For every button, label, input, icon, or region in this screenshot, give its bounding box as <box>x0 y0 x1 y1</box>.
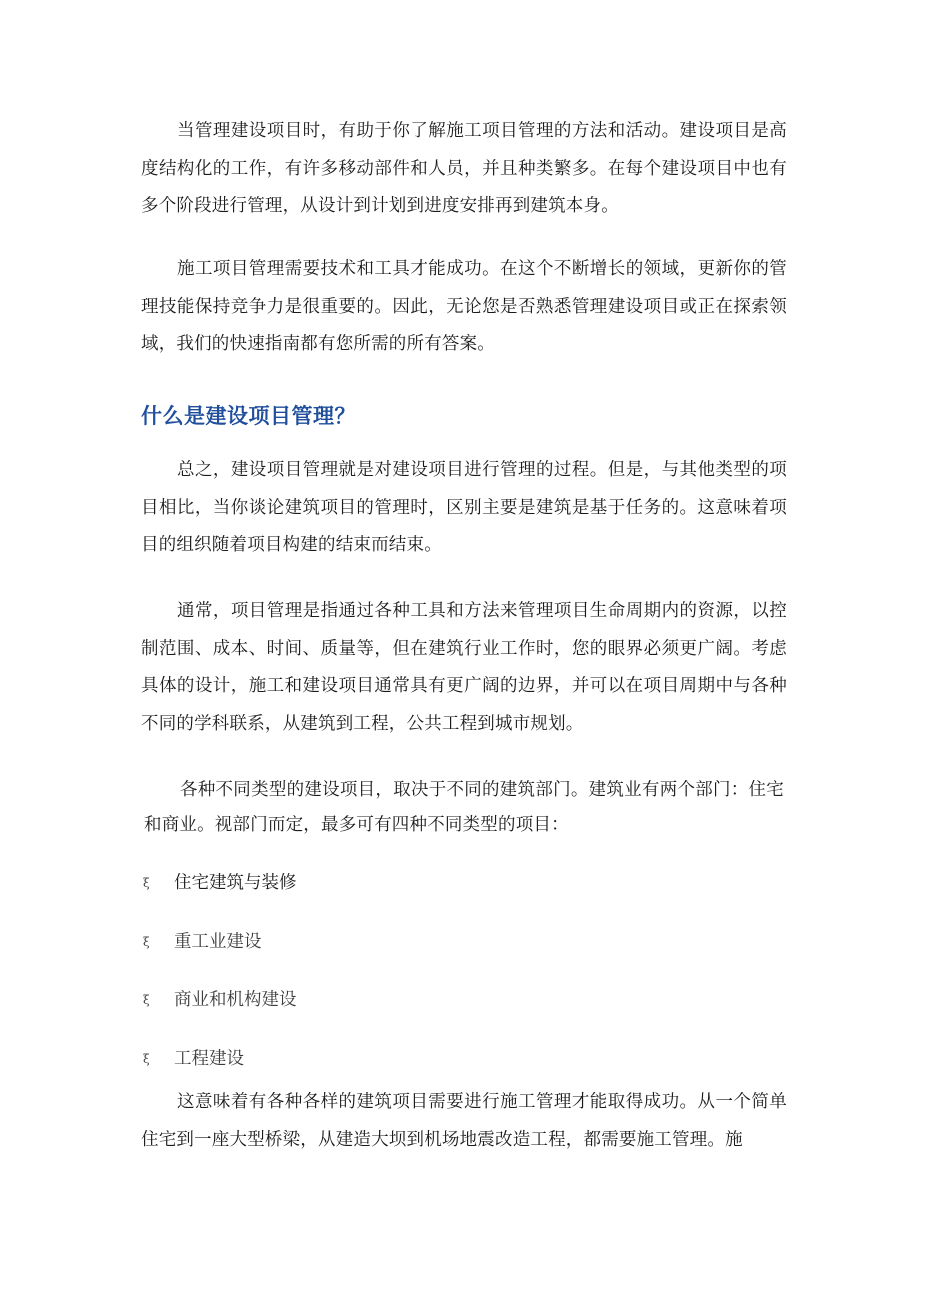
list-item-text: 商业和机构建设 <box>174 990 297 1010</box>
section-paragraph-3: 各种不同类型的建设项目，取决于不同的建筑部门。建筑业有两个部门：住宅和商业。视部门而定，最多可有四种不同类型的项目： <box>144 780 784 835</box>
closing-paragraph: 这意味着有各种各样的建筑项目需要进行施工管理才能取得成功。从一个简单住宅到一座大型桥梁，从建造大坝到机场地震改造工程，都需要施工管理。施 <box>141 1092 787 1150</box>
bullet-icon: ξ <box>143 934 150 949</box>
list-item-text: 重工业建设 <box>174 931 262 952</box>
list-item-text: 住宅建筑与装修 <box>174 873 297 893</box>
list-item-text: 工程建设 <box>174 1048 244 1069</box>
bullet-icon: ξ <box>143 876 150 890</box>
list-item <box>141 924 297 983</box>
section-heading: 什么是建设项目管理？ <box>141 404 356 428</box>
list-item <box>141 865 297 924</box>
list-item <box>141 982 297 1041</box>
project-type-list <box>141 865 297 1099</box>
bullet-icon: ξ <box>143 993 150 1007</box>
section-paragraph-2: 通常，项目管理是指通过各种工具和方法来管理项目生命周期内的资源，以控制范围、成本、时间、质量等，但在建筑行业工作时，您的眼界必须更广阔。考虑具体的设计，施工和建设项目通常具有更广阔的边界，并可以在项目周期中与各种不同的学科联系，从建筑到工程，公共工程到城市规划。 <box>141 601 787 734</box>
section-paragraph-1: 总之，建设项目管理就是对建设项目进行管理的过程。但是，与其他类型的项目相比，当你谈论建筑项目的管理时，区别主要是建筑是基于任务的。这意味着项目的组织随着项目构建的结束而结束。 <box>141 460 787 555</box>
intro-paragraph-2: 施工项目管理需要技术和工具才能成功。在这个不断增长的领域，更新你的管理技能保持竞争力是很重要的。因此，无论您是否熟悉管理建设项目或正在探索领域，我们的快速指南都有您所需的所有答案。 <box>141 259 787 354</box>
bullet-icon: ξ <box>143 1051 150 1066</box>
intro-paragraph-1: 当管理建设项目时，有助于你了解施工项目管理的方法和活动。建设项目是高度结构化的工作，有许多移动部件和人员，并且种类繁多。在每个建设项目中也有多个阶段进行管理，从设计到计划到进度安排再到建筑本身。 <box>141 121 787 216</box>
